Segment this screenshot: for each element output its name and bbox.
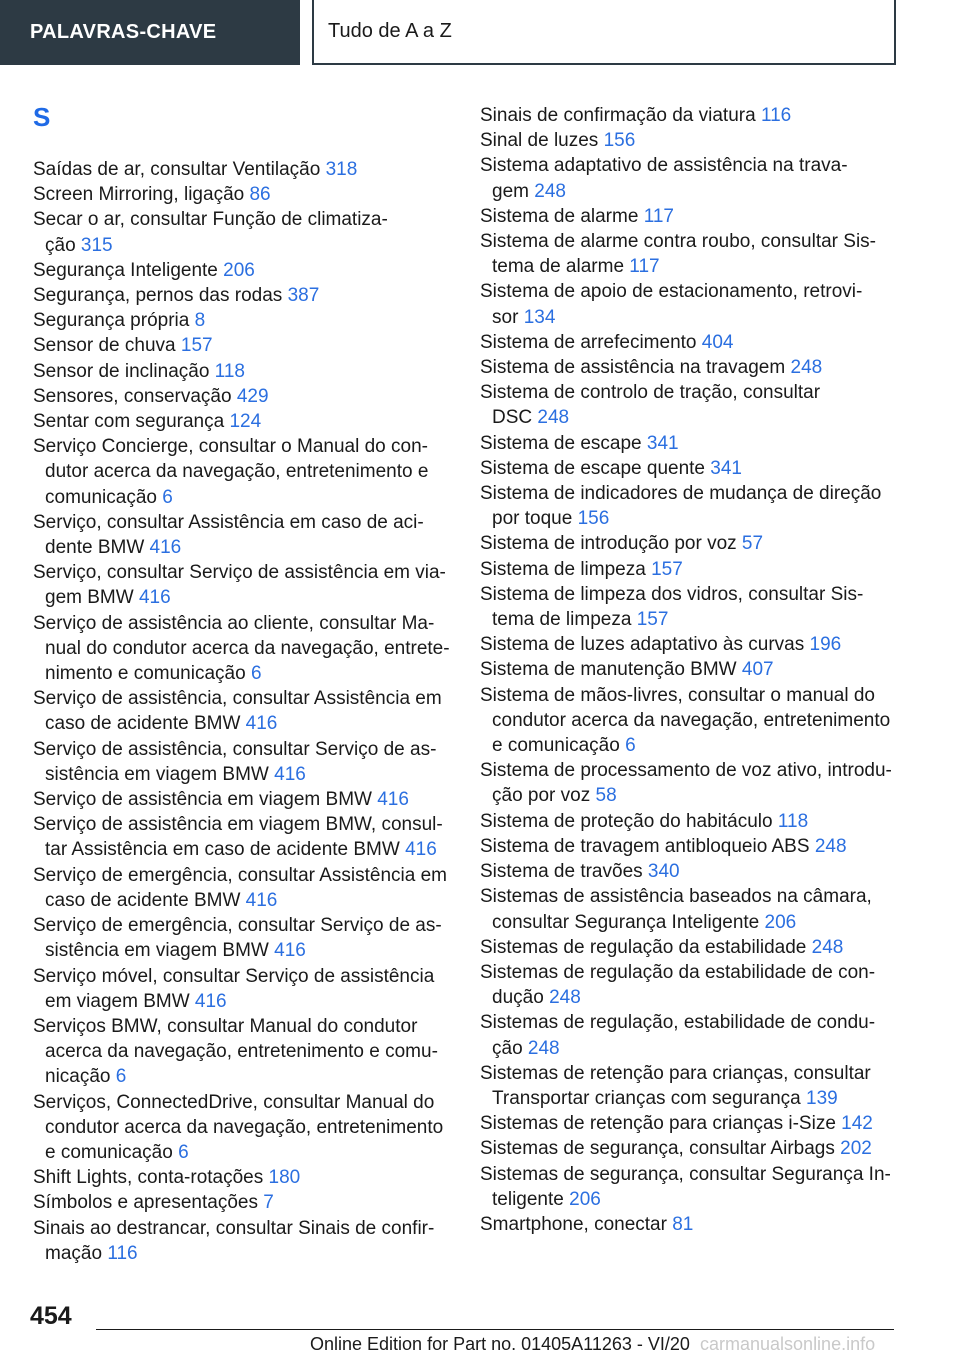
index-entry — [33, 863, 453, 913]
index-entry — [480, 279, 900, 329]
index-entry-text — [480, 935, 900, 960]
page-reference-link[interactable]: 416 — [245, 889, 278, 911]
page-reference-link[interactable]: 6 — [250, 663, 262, 685]
index-entry — [480, 683, 900, 759]
index-entry — [33, 409, 453, 434]
index-entry — [480, 380, 900, 430]
index-entry — [480, 582, 900, 632]
page-reference-link[interactable]: 416 — [274, 763, 306, 785]
index-entry-text: Sistema de mãos-livres, consultar o manual do — [480, 684, 875, 706]
index-entry-term: ção por voz — [492, 785, 591, 807]
index-entry-text: Sistemas de regulação da estabilidade de con- — [480, 961, 876, 983]
index-entry-term: teligente — [492, 1188, 564, 1210]
index-entry — [33, 1216, 453, 1266]
page-reference-link[interactable]: 157 — [651, 558, 683, 580]
page-reference-link[interactable]: 318 — [325, 159, 358, 180]
page-reference-link[interactable]: 248 — [790, 357, 823, 379]
page-reference-link[interactable]: 416 — [405, 839, 437, 861]
index-entry-text — [33, 258, 453, 283]
index-entry — [33, 359, 453, 384]
index-entry-term: Transportar crianças com segurança — [492, 1087, 801, 1109]
index-entry-term: DSC — [492, 407, 533, 429]
page-reference-link[interactable]: 86 — [249, 184, 271, 206]
index-entry-text — [33, 535, 453, 560]
index-entry-text — [480, 506, 900, 531]
index-entry — [33, 1014, 453, 1090]
index-entry — [480, 1010, 900, 1060]
index-entry-text — [480, 859, 900, 884]
index-entry-term: Sistema de escape quente — [480, 457, 705, 479]
index-entry — [480, 481, 900, 531]
index-entry — [33, 964, 453, 1014]
index-entry — [480, 1136, 900, 1161]
page-reference-link[interactable]: 180 — [268, 1167, 301, 1189]
index-entry-text — [480, 305, 900, 330]
index-entry-term: Sistema de arrefecimento — [480, 331, 697, 353]
page-reference-link[interactable]: 6 — [625, 735, 636, 757]
index-entry-text — [33, 233, 453, 258]
index-entry-text — [480, 204, 900, 229]
index-entry-text: Serviço, consultar Serviço de assistência em via- — [33, 562, 446, 584]
index-entry-text — [480, 431, 900, 456]
index-entry-text — [480, 330, 900, 355]
index-entry-text: Serviços BMW, consultar Manual do condutor — [33, 1015, 418, 1037]
subsection-title: Tudo de A a Z — [328, 20, 452, 42]
index-entry-term: Sistema de travagem antibloqueio ABS — [480, 835, 810, 857]
index-entry-term: sistência em viagem BMW — [45, 763, 269, 785]
index-entry-text — [480, 834, 900, 859]
index-entry-text — [480, 657, 900, 682]
index-entry-term: tar Assistência em caso de acidente BMW — [45, 839, 400, 861]
index-entry-text — [480, 1212, 900, 1237]
index-entry-text — [33, 1140, 453, 1165]
index-entry-term: caso de acidente BMW — [45, 713, 241, 735]
index-entry — [480, 229, 900, 279]
page-reference-link[interactable]: 341 — [710, 457, 742, 479]
index-entry-term: ção — [45, 234, 76, 256]
page-reference-link[interactable]: 116 — [107, 1242, 138, 1264]
index-entry-term: Smartphone, conectar — [480, 1213, 667, 1235]
index-entry-text — [480, 1111, 900, 1136]
index-entry — [33, 157, 453, 182]
page-reference-link[interactable]: 157 — [636, 609, 669, 631]
page-reference-link[interactable]: 58 — [595, 785, 617, 807]
index-entry — [33, 1165, 453, 1190]
index-entry-text: Serviço Concierge, consultar o Manual do con- — [33, 436, 428, 458]
page-reference-link[interactable]: 407 — [741, 659, 774, 681]
page-reference-link[interactable]: 116 — [760, 105, 792, 126]
index-entry — [33, 434, 453, 510]
index-entry-term: Sistemas de retenção para crianças i-Size — [480, 1113, 836, 1135]
index-entry-term: gem BMW — [45, 587, 134, 609]
index-entry-term: sor — [492, 306, 519, 328]
index-entry-term: Shift Lights, conta-rotações — [33, 1167, 264, 1189]
index-entry — [33, 787, 453, 812]
index-entry-term: Sistema de manutenção BMW — [480, 659, 737, 681]
index-entry-text: Sistemas de assistência baseados na câmara, — [480, 886, 872, 908]
index-entry-text: acerca da navegação, entretenimento e comu- — [45, 1041, 438, 1063]
page-reference-link[interactable]: 117 — [643, 205, 674, 227]
index-entry-text: nual do condutor acerca da navegação, entrete- — [45, 637, 450, 659]
index-entry-term: tema de limpeza — [492, 609, 632, 631]
index-entry-term: Sistema de introdução por voz — [480, 533, 737, 555]
page-reference-link[interactable]: 202 — [840, 1138, 872, 1160]
index-entry — [33, 308, 453, 333]
page-reference-link[interactable]: 117 — [629, 256, 660, 278]
index-entry-text — [33, 157, 453, 182]
section-title: PALAVRAS-CHAVE — [30, 21, 217, 43]
page-reference-link[interactable]: 139 — [806, 1087, 838, 1109]
index-entry-text: Serviço de emergência, consultar Serviço de as- — [33, 915, 442, 937]
footer-divider — [96, 1329, 894, 1330]
index-entry-term: e comunicação — [492, 735, 620, 757]
index-entry — [33, 686, 453, 736]
index-entry — [480, 632, 900, 657]
index-entry-text — [33, 787, 453, 812]
page-reference-link[interactable]: 8 — [194, 310, 206, 332]
watermark: carmanualsonline.info — [700, 1334, 876, 1354]
index-entry — [480, 884, 900, 934]
index-entry-text — [480, 809, 900, 834]
index-entry-text — [33, 333, 453, 358]
page-reference-link[interactable]: 416 — [245, 713, 278, 735]
page-reference-link[interactable]: 206 — [764, 911, 797, 933]
page-reference-link[interactable]: 134 — [523, 306, 556, 328]
index-entry-term: Sistema de proteção do habitáculo — [480, 810, 773, 832]
index-entry-text — [480, 783, 900, 808]
index-entry — [33, 913, 453, 963]
index-entry — [480, 758, 900, 808]
index-entry-text — [33, 182, 453, 207]
index-entry — [480, 431, 900, 456]
index-entry-text: Secar o ar, consultar Função de climatiza- — [33, 209, 388, 231]
page-reference-link[interactable]: 416 — [138, 587, 171, 609]
page-reference-link[interactable]: 6 — [162, 486, 173, 508]
page-reference-link[interactable]: 156 — [603, 130, 636, 152]
page-reference-link[interactable]: 404 — [701, 331, 734, 353]
index-entry-text — [480, 607, 900, 632]
page-reference-link[interactable]: 248 — [811, 936, 844, 958]
index-entry — [480, 456, 900, 481]
index-entry — [33, 737, 453, 787]
index-entry-text — [33, 938, 453, 963]
index-entry-text: Sistemas de retenção para crianças, consultar — [480, 1062, 871, 1084]
index-entry-term: Sistema de escape — [480, 432, 642, 454]
index-entry-term: Screen Mirroring, ligação — [33, 184, 245, 206]
index-entry-term: e comunicação — [45, 1141, 173, 1163]
index-entry-text: Sistemas de regulação, estabilidade de condu- — [480, 1012, 876, 1034]
index-entry-text: condutor acerca da navegação, entretenimento — [492, 709, 891, 731]
index-letter: S — [33, 102, 51, 132]
index-entry-term: nimento e comunicação — [45, 663, 246, 685]
index-entry — [480, 809, 900, 834]
index-entry-text — [480, 910, 900, 935]
index-entry-term: Sensor de inclinação — [33, 360, 210, 382]
page-reference-link[interactable]: 124 — [229, 411, 262, 433]
index-entry-term: Sistemas de regulação da estabilidade — [480, 936, 807, 958]
index-entry-text — [33, 837, 453, 862]
index-entry — [33, 510, 453, 560]
index-entry-term: mação — [45, 1242, 103, 1264]
page-reference-link[interactable]: 118 — [777, 810, 809, 832]
index-entry-term: Sistema de alarme — [480, 205, 639, 227]
index-entry-text — [33, 989, 453, 1014]
index-entry-term: Segurança própria — [33, 310, 190, 332]
page-reference-link[interactable]: 7 — [263, 1192, 274, 1214]
index-entry — [480, 103, 900, 128]
page-reference-link[interactable]: 6 — [178, 1141, 189, 1163]
index-entry-text — [480, 179, 900, 204]
index-entry-text — [480, 1187, 900, 1212]
index-entry-term: Sinais de confirmação da viatura — [480, 105, 756, 126]
index-entry-term: Segurança Inteligente — [33, 259, 218, 281]
index-entry-text — [480, 1086, 900, 1111]
index-entry — [480, 153, 900, 203]
index-entry — [480, 355, 900, 380]
index-entry-text — [33, 308, 453, 333]
page-reference-link[interactable]: 157 — [180, 335, 213, 357]
index-entry-term: Sistema de assistência na travagem — [480, 357, 786, 379]
index-entry-text: Serviço de assistência em viagem BMW, consul- — [33, 814, 443, 836]
index-entry — [480, 1212, 900, 1237]
index-entry-text — [33, 1165, 453, 1190]
index-entry-text: Sistema adaptativo de assistência na trava- — [480, 155, 848, 177]
page-reference-link[interactable]: 248 — [814, 835, 847, 857]
index-entry-text — [480, 1036, 900, 1061]
index-entry — [480, 935, 900, 960]
index-entry-text — [480, 128, 900, 153]
index-entry-text — [33, 888, 453, 913]
index-entry — [480, 1162, 900, 1212]
index-entry-text — [33, 1064, 453, 1089]
index-entry — [33, 812, 453, 862]
index-entry — [480, 1111, 900, 1136]
index-entry-term: Serviço de assistência em viagem BMW — [33, 789, 372, 811]
index-entry-text — [480, 355, 900, 380]
index-entry-text — [33, 585, 453, 610]
index-entry-term: Sinal de luzes — [480, 130, 599, 152]
footer-edition: Online Edition for Part no. 01405A11263 - VI/20 — [310, 1334, 690, 1354]
index-entry-text — [33, 485, 453, 510]
index-entry-text — [33, 1190, 453, 1215]
subsection-tab — [312, 0, 896, 65]
index-entry-text: Serviço de assistência, consultar Serviço de as- — [33, 738, 437, 760]
index-entry-text — [480, 632, 900, 657]
index-entry — [33, 384, 453, 409]
index-entry-text — [480, 1136, 900, 1161]
index-entry-text: Sistema de limpeza dos vidros, consultar Sis- — [480, 583, 864, 605]
index-entry-text: dutor acerca da navegação, entretenimento e — [45, 461, 429, 483]
index-entry-text: Serviços, ConnectedDrive, consultar Manual do — [33, 1091, 435, 1113]
index-entry-term: gem — [492, 180, 529, 202]
page-reference-link[interactable]: 387 — [287, 285, 320, 307]
page-reference-link[interactable]: 341 — [646, 432, 679, 454]
index-entry — [480, 657, 900, 682]
index-entry-term: consultar Segurança Inteligente — [492, 911, 760, 933]
page-reference-link[interactable]: 206 — [569, 1188, 601, 1210]
index-entry-text — [33, 384, 453, 409]
index-entry-text: Serviço de emergência, consultar Assistência em — [33, 864, 447, 886]
page-reference-link[interactable]: 416 — [194, 990, 227, 1012]
index-entry-term: sistência em viagem BMW — [45, 940, 269, 962]
index-entry-term: tema de alarme — [492, 256, 625, 278]
index-column-right — [480, 103, 900, 1237]
page-reference-link[interactable]: 248 — [537, 407, 570, 429]
index-entry — [33, 283, 453, 308]
section-tab — [0, 0, 300, 65]
index-entry — [33, 258, 453, 283]
index-entry — [480, 330, 900, 355]
index-entry — [33, 1190, 453, 1215]
page-reference-link[interactable]: 429 — [236, 385, 269, 407]
page-reference-link[interactable]: 416 — [149, 537, 182, 559]
page-reference-link[interactable]: 248 — [534, 180, 566, 202]
index-entry-text — [480, 733, 900, 758]
index-entry-text: Sistema de apoio de estacionamento, retrovi- — [480, 281, 863, 303]
index-entry-term: Sistema de limpeza — [480, 558, 646, 580]
index-entry-text — [33, 762, 453, 787]
index-entry-term: Sentar com segurança — [33, 411, 225, 433]
index-entry-term: nicação — [45, 1066, 111, 1088]
index-entry-text — [480, 103, 900, 128]
index-entry-term: Sensores, conservação — [33, 385, 232, 407]
page-reference-link[interactable]: 315 — [80, 234, 113, 256]
index-entry — [33, 333, 453, 358]
page-reference-link[interactable]: 416 — [274, 940, 306, 962]
index-entry-text — [33, 711, 453, 736]
index-entry — [33, 207, 453, 257]
index-entry — [480, 128, 900, 153]
index-entry-text: Sistemas de segurança, consultar Segurança In- — [480, 1163, 891, 1185]
index-entry-text — [33, 1241, 453, 1266]
index-entry-text: condutor acerca da navegação, entretenimento — [45, 1116, 444, 1138]
index-entry-text — [480, 985, 900, 1010]
index-entry-text — [480, 456, 900, 481]
index-entry-text: Serviço móvel, consultar Serviço de assistência — [33, 965, 435, 987]
index-entry-text: Serviço de assistência, consultar Assistência em — [33, 688, 442, 710]
page-reference-link[interactable]: 206 — [223, 259, 255, 281]
page-reference-link[interactable]: 142 — [841, 1113, 873, 1135]
index-entry-term: Sistema de luzes adaptativo às curvas — [480, 634, 805, 656]
index-entry-text — [480, 557, 900, 582]
page-reference-link[interactable]: 6 — [115, 1066, 127, 1088]
index-entry — [480, 531, 900, 556]
page-reference-link[interactable]: 118 — [214, 360, 245, 382]
index-entry — [480, 557, 900, 582]
index-entry-text — [480, 531, 900, 556]
index-entry — [480, 960, 900, 1010]
page-reference-link[interactable]: 196 — [809, 634, 842, 656]
page-reference-link[interactable]: 57 — [741, 533, 764, 555]
index-entry — [33, 1090, 453, 1166]
page-reference-link[interactable]: 340 — [647, 861, 680, 883]
index-entry-text — [33, 409, 453, 434]
index-entry — [480, 204, 900, 229]
index-entry-term: dente BMW — [45, 537, 145, 559]
index-entry-term: em viagem BMW — [45, 990, 190, 1012]
index-entry-text — [33, 359, 453, 384]
index-entry — [480, 1061, 900, 1111]
index-entry-term: caso de acidente BMW — [45, 889, 241, 911]
index-entry — [33, 182, 453, 207]
index-entry-term: Sistemas de segurança, consultar Airbags — [480, 1138, 835, 1160]
index-entry-term: Sensor de chuva — [33, 335, 176, 357]
index-entry-term: Segurança, pernos das rodas — [33, 285, 283, 307]
index-entry-text: Sistema de indicadores de mudança de direção — [480, 483, 882, 505]
page-number: 454 — [30, 1302, 72, 1330]
index-entry-text: Serviço, consultar Assistência em caso de aci- — [33, 511, 424, 533]
page-reference-link[interactable]: 156 — [577, 508, 610, 530]
index-entry — [33, 560, 453, 610]
index-entry — [33, 611, 453, 687]
index-entry-term: ção — [492, 1037, 523, 1059]
index-entry-text — [33, 283, 453, 308]
page-reference-link[interactable]: 248 — [549, 987, 581, 1009]
index-column-left — [33, 157, 453, 1266]
page-reference-link[interactable]: 81 — [672, 1213, 694, 1235]
index-entry — [480, 859, 900, 884]
index-entry-text — [480, 254, 900, 279]
index-entry-term: dução — [492, 987, 544, 1009]
index-entry-text — [480, 405, 900, 430]
page-reference-link[interactable]: 416 — [377, 789, 409, 811]
index-entry-text: Sistema de controlo de tração, consultar — [480, 382, 821, 404]
index-entry-term: Símbolos e apresentações — [33, 1192, 258, 1214]
index-entry-text — [33, 661, 453, 686]
page-reference-link[interactable]: 248 — [527, 1037, 560, 1059]
index-entry-term: comunicação — [45, 486, 157, 508]
index-entry — [480, 834, 900, 859]
index-entry-text: Sinais ao destrancar, consultar Sinais de confir- — [33, 1217, 435, 1239]
index-entry-text: Serviço de assistência ao cliente, consultar Ma- — [33, 612, 435, 634]
index-entry-term: por toque — [492, 508, 573, 530]
index-entry-term: Saídas de ar, consultar Ventilação — [33, 159, 321, 180]
index-entry-term: Sistema de travões — [480, 861, 643, 883]
index-entry-text: Sistema de alarme contra roubo, consultar Sis- — [480, 231, 877, 253]
index-entry-text: Sistema de processamento de voz ativo, introdu- — [480, 760, 892, 782]
